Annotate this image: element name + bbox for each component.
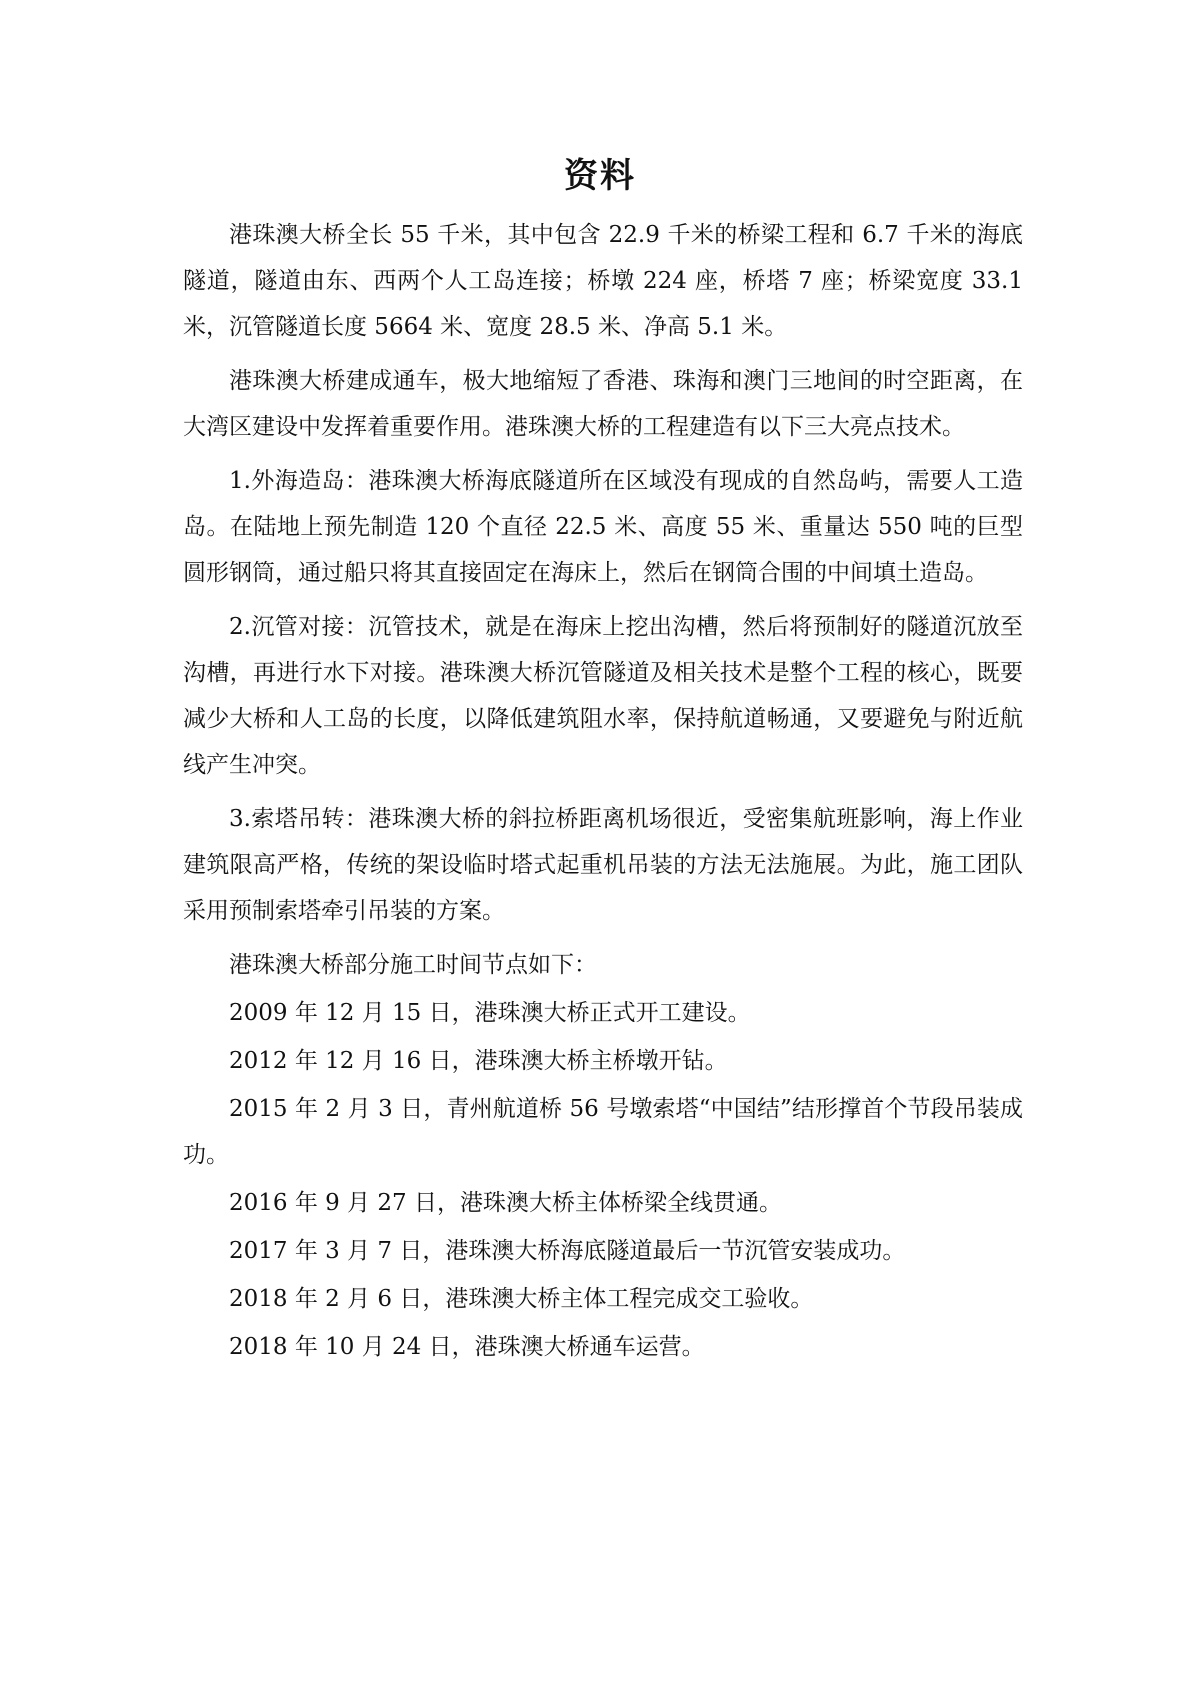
paragraph-significance: 港珠澳大桥建成通车，极大地缩短了香港、珠海和澳门三地间的时空距离，在大湾区建设中发挥着重要作用。港珠澳大桥的工程建造有以下三大亮点技术。	[183, 368, 1023, 440]
timeline-item: 2017 年 3 月 7 日，港珠澳大桥海底隧道最后一节沉管安装成功。	[229, 1238, 906, 1264]
timeline-item: 2018 年 10 月 24 日，港珠澳大桥通车运营。	[229, 1334, 705, 1360]
paragraph-timeline-intro: 港珠澳大桥部分施工时间节点如下：	[229, 952, 597, 978]
timeline-item: 2018 年 2 月 6 日，港珠澳大桥主体工程完成交工验收。	[229, 1286, 814, 1312]
page-title: 资料	[564, 156, 636, 196]
paragraph-tech-tower: 3.索塔吊转：港珠澳大桥的斜拉桥距离机场很近，受密集航班影响，海上作业建筑限高严格，传统的架设临时塔式起重机吊装的方法无法施展。为此，施工团队采用预制索塔牵引吊装的方案。	[183, 806, 1023, 924]
document-body	[183, 212, 1023, 1372]
timeline-item: 2016 年 9 月 27 日，港珠澳大桥主体桥梁全线贯通。	[229, 1190, 782, 1216]
timeline-item: 2009 年 12 月 15 日，港珠澳大桥正式开工建设。	[229, 1000, 751, 1026]
paragraph-tech-island: 1.外海造岛：港珠澳大桥海底隧道所在区域没有现成的自然岛屿，需要人工造岛。在陆地上预先制造 120 个直径 22.5 米、高度 55 米、重量达 550 吨的巨型圆形钢筒，通过船只将其直接固定在海床上，然后在钢筒合围的中间填土造岛。	[183, 468, 1023, 586]
timeline-item: 2015 年 2 月 3 日，青州航道桥 56 号墩索塔“中国结”结形撑首个节段吊装成功。	[183, 1096, 1023, 1168]
paragraph-overview: 港珠澳大桥全长 55 千米，其中包含 22.9 千米的桥梁工程和 6.7 千米的海底隧道，隧道由东、西两个人工岛连接；桥墩 224 座，桥塔 7 座；桥梁宽度 33.1 米，沉管隧道长度 5664 米、宽度 28.5 米、净高 5.1 米。	[183, 222, 1023, 340]
paragraph-tech-tunnel: 2.沉管对接：沉管技术，就是在海床上挖出沟槽，然后将预制好的隧道沉放至沟槽，再进行水下对接。港珠澳大桥沉管隧道及相关技术是整个工程的核心，既要减少大桥和人工岛的长度，以降低建筑阻水率，保持航道畅通，又要避免与附近航线产生冲突。	[183, 614, 1023, 778]
timeline-item: 2012 年 12 月 16 日，港珠澳大桥主桥墩开钻。	[229, 1048, 728, 1074]
